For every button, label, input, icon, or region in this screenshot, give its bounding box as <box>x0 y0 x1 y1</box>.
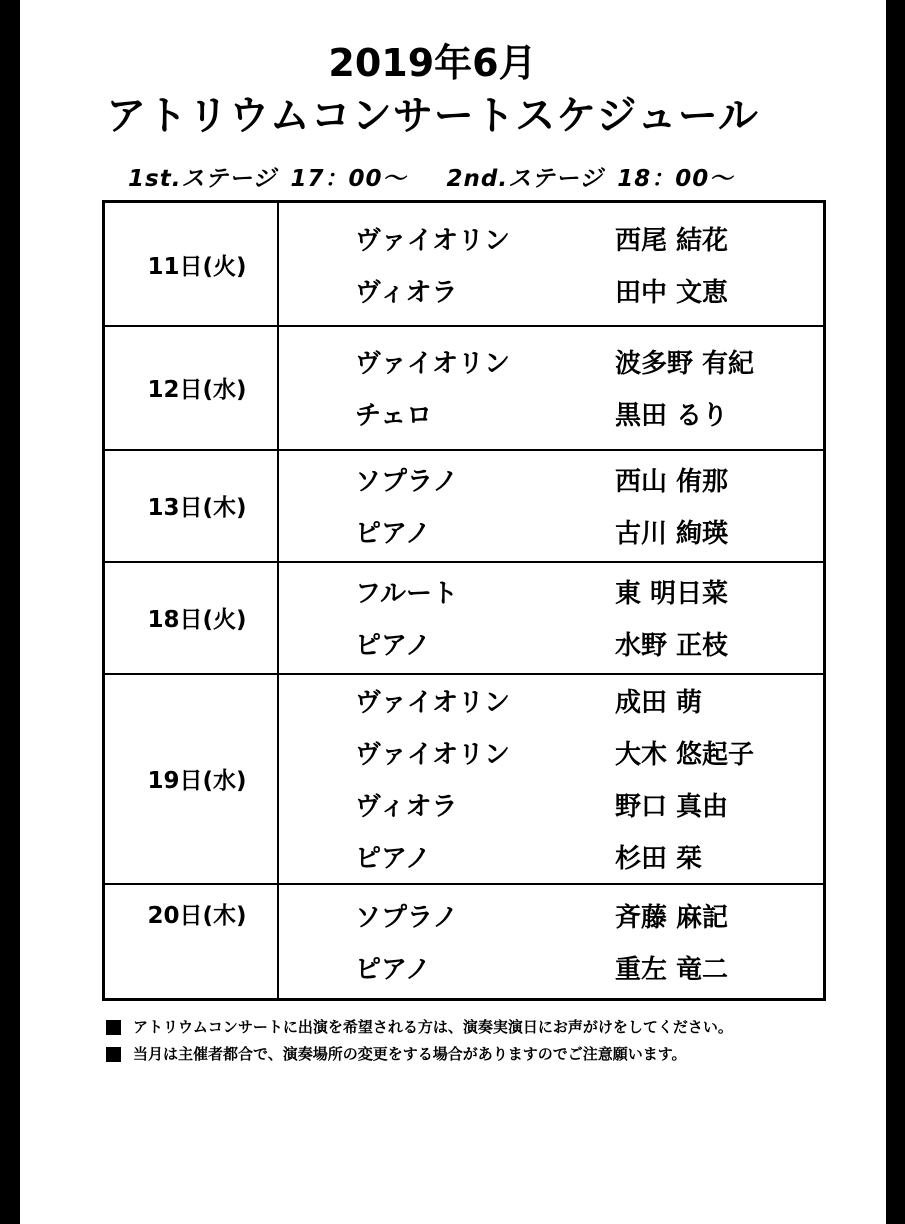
note-text: アトリウムコンサートに出演を希望される方は、演奏実演日にお声がけをしてください。 <box>133 1018 733 1036</box>
performer-name-cell: 波多野 有紀 <box>615 349 755 379</box>
schedule-row <box>105 673 823 885</box>
schedule-row <box>105 449 823 563</box>
instrument-cell: フルート <box>355 579 458 609</box>
instrument-cell: ヴァイオリン <box>355 740 510 770</box>
schedule-row <box>105 325 823 451</box>
date-cell: 20日(木) <box>147 903 247 929</box>
performer-name-cell: 水野 正枝 <box>615 631 729 661</box>
performer-name-cell: 大木 悠起子 <box>615 740 755 770</box>
performer-name-cell: 杉田 栞 <box>615 844 703 874</box>
performer-name-cell: 西尾 結花 <box>615 226 729 256</box>
date-cell: 11日(火) <box>147 254 247 280</box>
performer-name-cell: 斉藤 麻記 <box>615 902 729 933</box>
performer-name-cell: 成田 萌 <box>615 688 703 718</box>
instrument-cell: ヴァイオリン <box>355 349 510 379</box>
instrument-cell: ピアノ <box>355 844 431 874</box>
note-text: 当月は主催者都合で、演奏場所の変更をする場合がありますのでご注意願います。 <box>133 1045 687 1063</box>
schedule-row <box>105 203 823 327</box>
date-cell: 13日(木) <box>147 495 247 521</box>
date-cell: 12日(水) <box>147 377 247 403</box>
performer-name-cell: 野口 真由 <box>615 792 729 822</box>
performer-name-cell: 重左 竜二 <box>615 954 729 985</box>
note-item <box>106 1041 733 1068</box>
performer-name-cell: 黒田 るり <box>615 401 729 431</box>
page-title-month: 2019年6月 <box>328 41 537 85</box>
note-item <box>106 1014 733 1041</box>
second-stage-label: 2nd.ステージ <box>446 166 604 192</box>
instrument-cell: ヴィオラ <box>355 278 458 308</box>
instrument-cell: ピアノ <box>355 631 431 661</box>
performer-name-cell: 古川 絢瑛 <box>615 519 729 549</box>
stage-times <box>128 160 733 193</box>
instrument-cell: チェロ <box>355 401 433 431</box>
date-cell: 19日(水) <box>147 768 247 794</box>
page-title: アトリウムコンサートスケジュール <box>106 93 759 139</box>
bullet-square-icon <box>106 1047 121 1062</box>
second-stage-time: 18：00～ <box>617 166 734 192</box>
performer-name-cell: 西山 侑那 <box>615 467 729 497</box>
performer-name-cell: 田中 文恵 <box>615 278 729 308</box>
instrument-cell: ソプラノ <box>355 902 459 933</box>
instrument-cell: ヴァイオリン <box>355 226 510 256</box>
instrument-cell: ピアノ <box>355 519 431 549</box>
bullet-square-icon <box>106 1020 121 1035</box>
instrument-cell: ヴィオラ <box>355 792 458 822</box>
instrument-cell: ピアノ <box>355 954 431 985</box>
performer-name-cell: 東 明日菜 <box>615 579 729 609</box>
first-stage-label: 1st.ステージ <box>128 166 277 192</box>
instrument-cell: ヴァイオリン <box>355 688 510 718</box>
date-cell: 18日(火) <box>147 607 247 633</box>
notes <box>106 1014 733 1068</box>
schedule-table <box>102 200 826 1001</box>
first-stage-time: 17：00～ <box>290 166 407 192</box>
instrument-cell: ソプラノ <box>355 467 459 497</box>
schedule-row <box>105 883 823 998</box>
schedule-row <box>105 561 823 675</box>
